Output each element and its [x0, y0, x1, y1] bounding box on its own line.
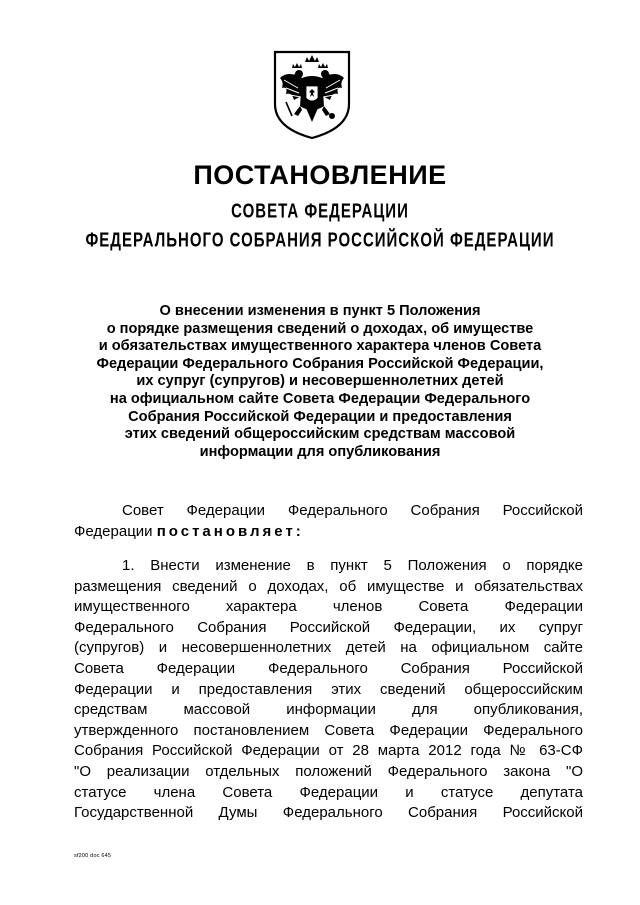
document-subtitle-line1: СОВЕТА ФЕДЕРАЦИИ	[231, 200, 409, 223]
item-1-line: 1. Внести изменение в пункт 5 Положения о порядке	[122, 557, 583, 574]
item-1-line: размещения сведений о доходах, об имуществе и обязательствах	[74, 577, 583, 595]
subject-line: Федерации Федерального Собрания Российской Федерации,	[96, 355, 544, 372]
item-1-line: Федерального Собрания Российской Федерации, их супруг	[74, 618, 583, 636]
item-1-line: Собрания Российской Федерации от 28 марта 2012 года № 63-СФ	[74, 742, 583, 760]
subject-line: на официальном сайте Совета Федерации Федерального	[109, 390, 531, 407]
subject-line: этих сведений общероссийским средствам массовой	[124, 426, 516, 443]
subject-line: информации для опубликования	[199, 443, 441, 460]
item-1-line: утвержденного постановлением Совета Федерации Федерального	[74, 721, 583, 739]
item-1-line: средствам массовой информации для опубликования,	[74, 701, 583, 719]
item-1-line: Совета Федерации Федерального Собрания Российской	[74, 659, 583, 677]
preamble-paragraph	[74, 501, 583, 542]
subject-line: О внесении изменения в пункт 5 Положения	[159, 303, 481, 319]
subject-line: Собрания Российской Федерации и предоставления	[128, 408, 512, 425]
item-1-line: имущественного характера членов Совета Федерации	[74, 598, 583, 616]
item-1-line: (супругов) и несовершеннолетних детей на официальном сайте	[74, 639, 583, 657]
preamble-text: Федерации	[74, 522, 157, 540]
item-1-line: Государственной Думы Федерального Собрания Российской	[74, 804, 583, 822]
resolves-keyword: постановляет:	[156, 522, 304, 540]
preamble-line: Совет Федерации Федерального Собрания Российской	[122, 502, 583, 519]
preamble-line	[74, 522, 583, 543]
item-1-line: статусе члена Совета Федерации и статусе депутата	[74, 783, 583, 801]
item-1-line: Федерации и предоставления этих сведений общероссийским	[74, 680, 583, 698]
subject-line: о порядке размещения сведений о доходах, об имуществе	[106, 320, 534, 337]
document-subtitle-line2: ФЕДЕРАЛЬНОГО СОБРАНИЯ РОССИЙСКОЙ ФЕДЕРАЦИИ	[85, 229, 555, 252]
subject-line: их супруг (супругов) и несовершеннолетних детей	[136, 373, 504, 390]
document-subject	[70, 303, 570, 461]
document-title: ПОСТАНОВЛЕНИЕ	[193, 160, 447, 190]
subject-line: и обязательствах имущественного характера членов Совета	[98, 338, 542, 355]
document-code: sf200 doc 645	[74, 853, 112, 859]
item-1-paragraph	[74, 556, 583, 824]
item-1-line: "О реализации отдельных положений Федерального закона "О	[74, 762, 583, 780]
coat-of-arms-icon	[272, 48, 352, 140]
